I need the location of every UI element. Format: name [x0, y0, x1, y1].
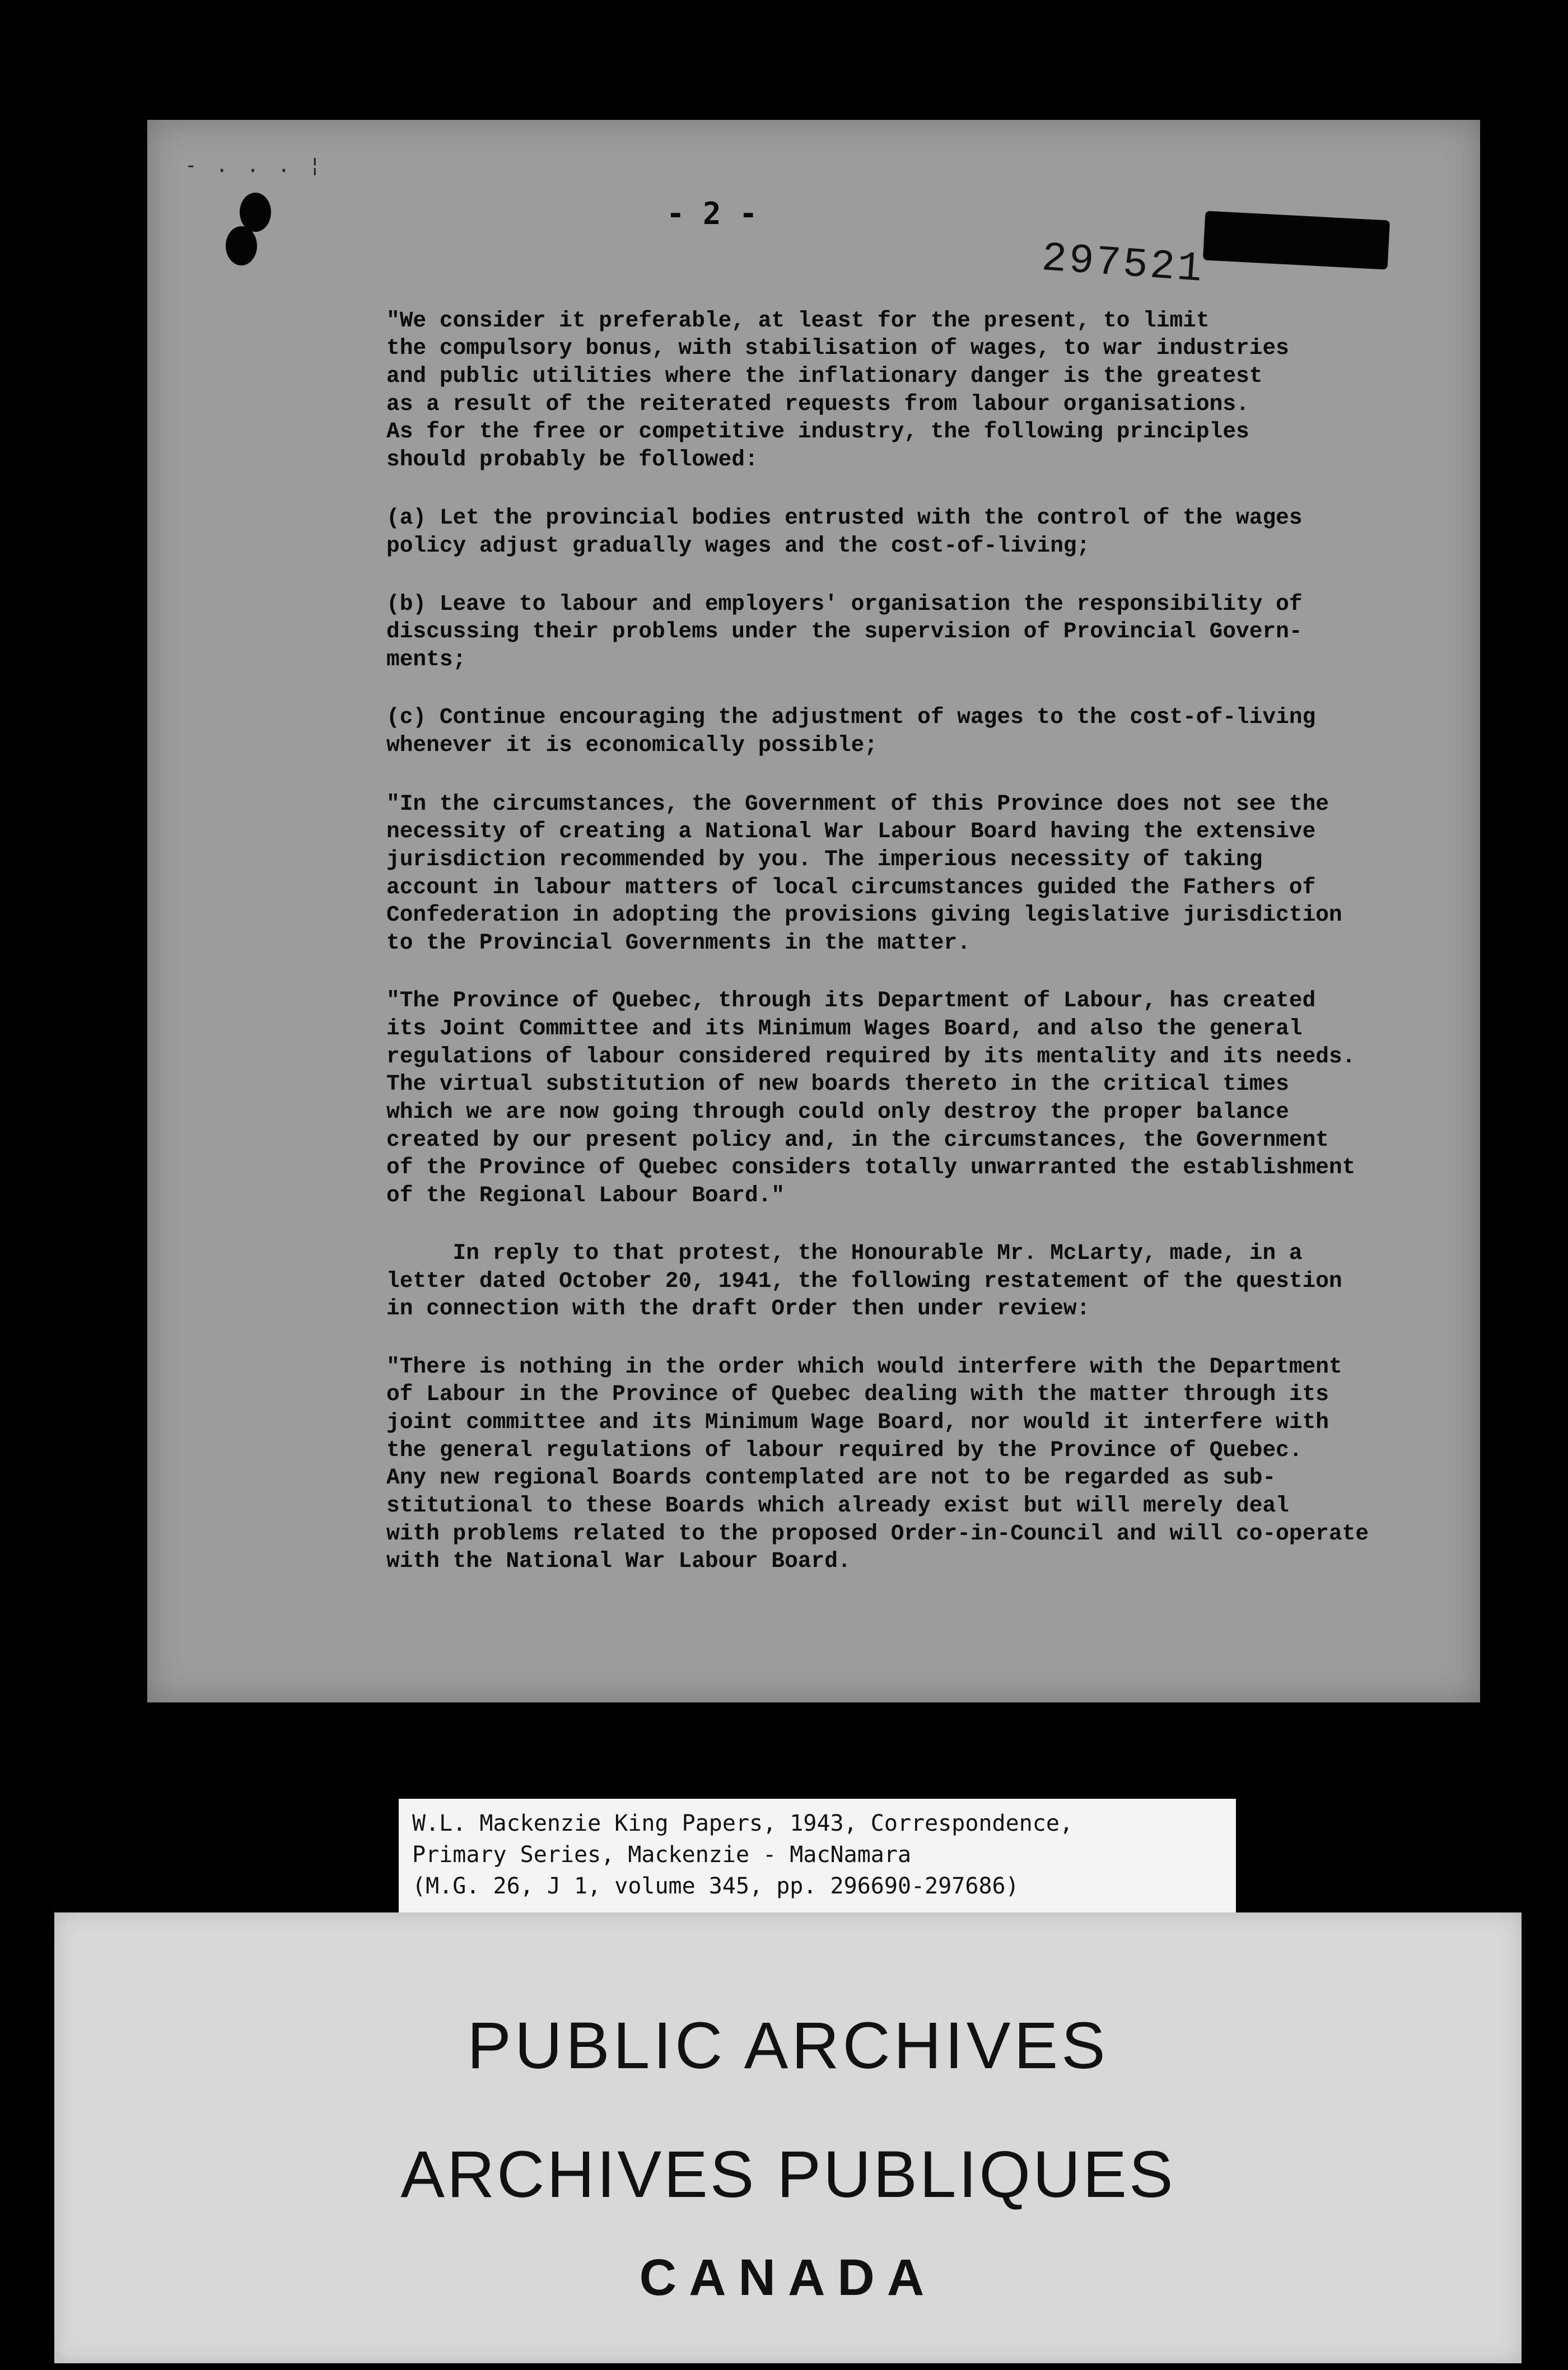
text-line: of the Province of Quebec considers totally unwarranted the establishment — [386, 1155, 1356, 1180]
text-line: its Joint Committee and its Minimum Wages Board, and also the general — [386, 1016, 1303, 1041]
caption-line: W.L. Mackenzie King Papers, 1943, Correspondence, — [412, 1811, 1074, 1836]
text-line: ments; — [386, 647, 466, 672]
text-line: of Labour in the Province of Quebec dealing with the matter through its — [386, 1382, 1329, 1407]
text-line: As for the free or competitive industry, the following principles — [386, 419, 1249, 444]
text-line: should probably be followed: — [386, 447, 758, 472]
text-line: letter dated October 20, 1941, the following restatement of the question — [386, 1268, 1342, 1294]
archives-banner — [54, 1912, 1522, 2363]
edge-marks: - . . . ¦ — [185, 154, 325, 177]
text-line: regulations of labour considered required by its mentality and its needs. — [386, 1044, 1356, 1069]
caption-line: Primary Series, Mackenzie - MacNamara — [412, 1842, 912, 1868]
text-line: "We consider it preferable, at least for the present, to limit — [386, 308, 1210, 333]
text-line: (b) Leave to labour and employers' organisation the responsibility of — [386, 591, 1303, 617]
caption-line: (M.G. 26, J 1, volume 345, pp. 296690-297686) — [412, 1873, 1019, 1899]
banner-title-en: PUBLIC ARCHIVES — [467, 2009, 1109, 2083]
text-line: The virtual substitution of new boards thereto in the critical times — [386, 1071, 1289, 1097]
text-line: created by our present policy and, in the circumstances, the Government — [386, 1127, 1329, 1153]
text-line: joint committee and its Minimum Wage Board, nor would it interfere with — [386, 1410, 1329, 1435]
banner-title-fr: ARCHIVES PUBLIQUES — [400, 2138, 1175, 2212]
text-line: (a) Let the provincial bodies entrusted with the control of the wages — [386, 505, 1303, 530]
text-line: discussing their problems under the supervision of Provincial Govern- — [386, 619, 1303, 644]
text-line: in connection with the draft Order then under review: — [386, 1296, 1090, 1321]
text-line: "The Province of Quebec, through its Department of Labour, has created — [386, 988, 1316, 1013]
text-line: (c) Continue encouraging the adjustment of wages to the cost-of-living — [386, 705, 1316, 730]
collection-caption — [399, 1799, 1236, 1923]
text-line: policy adjust gradually wages and the cost-of-living; — [386, 533, 1090, 558]
text-line: whenever it is economically possible; — [386, 733, 878, 758]
text-line: which we are now going through could only destroy the proper balance — [386, 1099, 1289, 1125]
text-line: "In the circumstances, the Government of this Province does not see the — [386, 791, 1329, 817]
page-number: - 2 - — [666, 196, 758, 231]
punch-hole-icon — [240, 193, 271, 232]
text-line: the general regulations of labour required by the Province of Quebec. — [386, 1438, 1303, 1463]
text-line: In reply to that protest, the Honourable Mr. McLarty, made, in a — [386, 1240, 1303, 1266]
text-line: of the Regional Labour Board." — [386, 1183, 785, 1208]
text-line: with the National War Labour Board. — [386, 1548, 851, 1574]
text-line: and public utilities where the inflationary danger is the greatest — [386, 363, 1263, 389]
stamp-number: 297521 — [1040, 235, 1206, 294]
punch-hole-icon — [226, 226, 257, 265]
redaction-block — [1203, 211, 1390, 269]
text-line: Confederation in adopting the provisions giving legislative jurisdiction — [386, 902, 1342, 927]
text-line: jurisdiction recommended by you. The imperious necessity of taking — [386, 847, 1263, 872]
text-line: Any new regional Boards contemplated are not to be regarded as sub- — [386, 1465, 1276, 1490]
text-line: with problems related to the proposed Order-in-Council and will co-operate — [386, 1521, 1369, 1546]
text-line: "There is nothing in the order which would interfere with the Department — [386, 1354, 1342, 1379]
text-line: as a result of the reiterated requests from labour organisations. — [386, 391, 1249, 417]
banner-country: CANADA — [639, 2249, 937, 2306]
text-line: necessity of creating a National War Labour Board having the extensive — [386, 819, 1316, 844]
text-line: account in labour matters of local circumstances guided the Fathers of — [386, 875, 1316, 900]
text-line: stitutional to these Boards which already exist but will merely deal — [386, 1493, 1289, 1518]
text-line: to the Provincial Governments in the matter. — [386, 930, 970, 955]
text-line: the compulsory bonus, with stabilisation of wages, to war industries — [386, 335, 1289, 361]
